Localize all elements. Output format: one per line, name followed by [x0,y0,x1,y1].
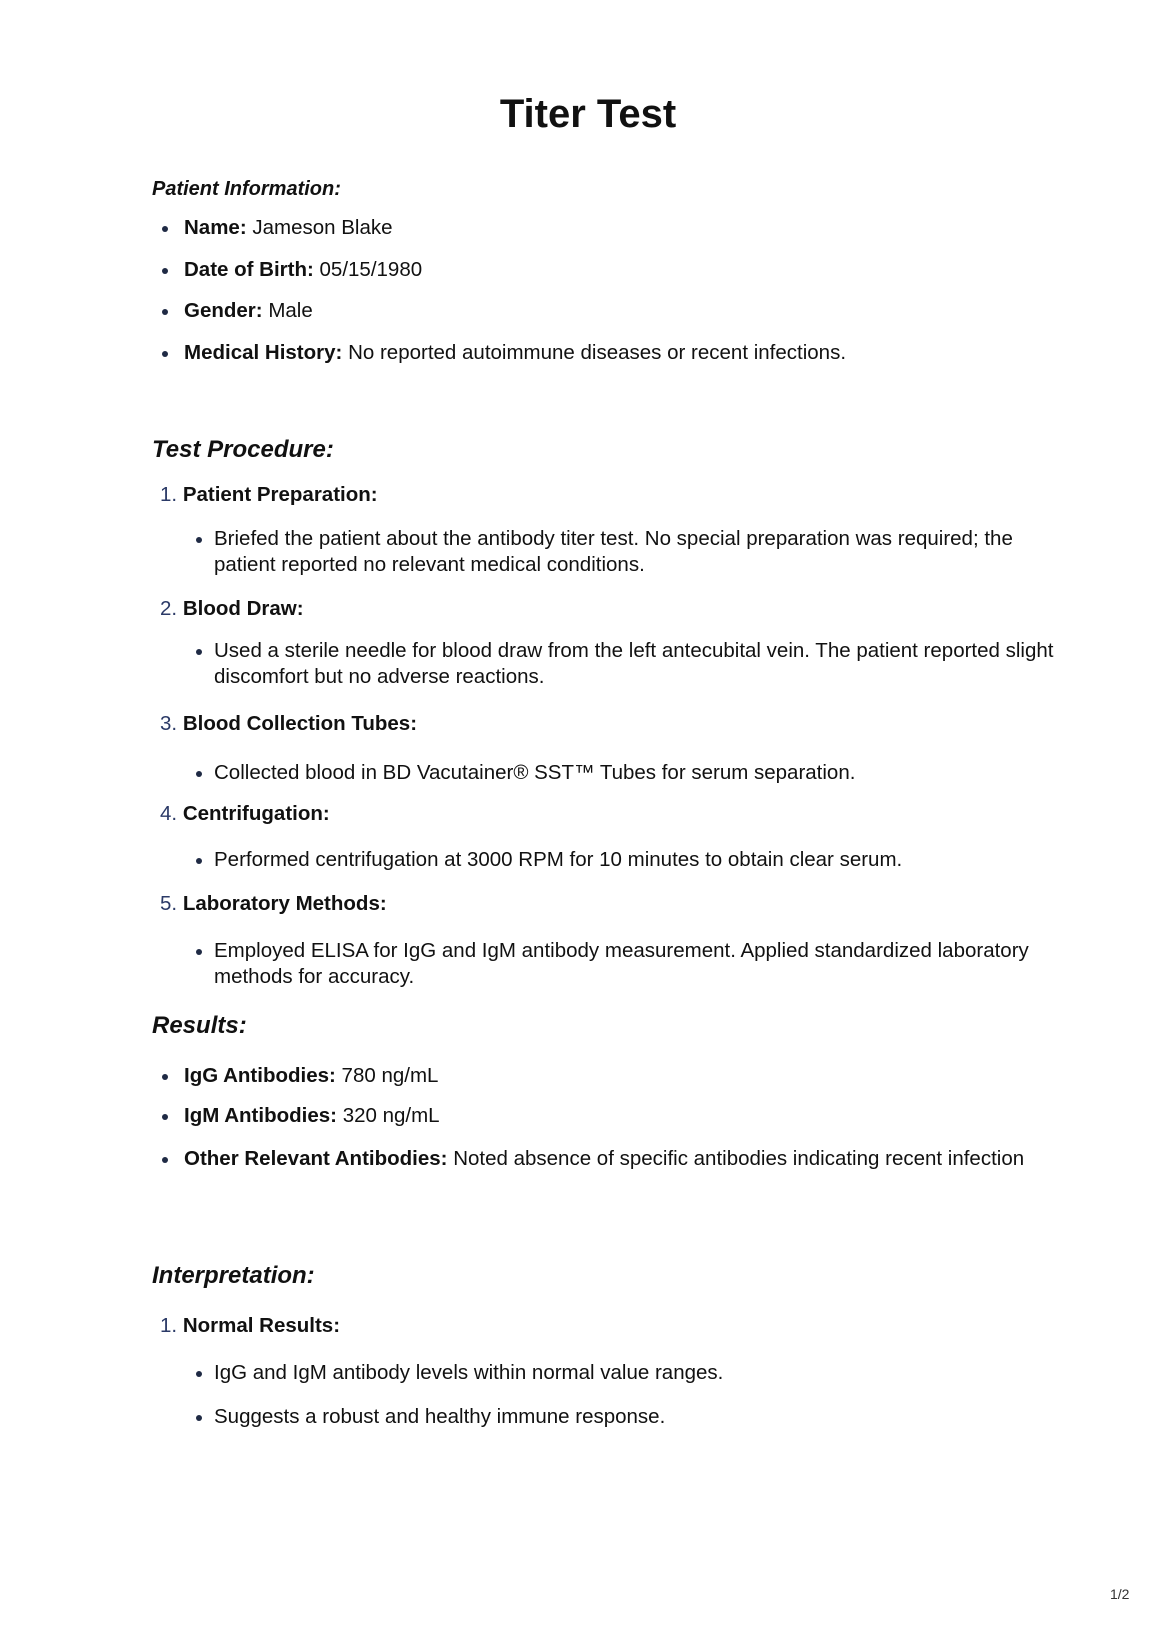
item-value: Noted absence of specific antibodies indicating recent infection [453,1147,1025,1170]
item-label: IgM Antibodies: [184,1104,337,1127]
page-title: Titer Test [499,92,677,136]
item-value: 05/15/1980 [319,258,423,281]
procedure-step [160,801,330,827]
patient-history-item [184,340,846,366]
step-number: 1. [160,1314,178,1337]
item-value: No reported autoimmune diseases or recent infections. [348,341,847,364]
procedure-step [160,596,304,622]
test-procedure-heading: Test Procedure: [152,436,334,463]
step-number: 5. [160,892,178,915]
item-value: 780 ng/mL [341,1064,439,1087]
step-detail: Employed ELISA for IgG and IgM antibody measurement. Applied standardized laboratory methods for accuracy. [214,938,1054,990]
item-value: Jameson Blake [252,216,393,239]
step-detail: Used a sterile needle for blood draw from the left antecubital vein. The patient reported slight discomfort but no adverse reactions. [214,639,1054,688]
step-label: Patient Preparation: [182,483,378,506]
result-igg-item [184,1063,438,1089]
step-number: 1. [160,483,178,506]
step-detail: Briefed the patient about the antibody titer test. No special preparation was required; the patient reported no relevant medical conditions. [214,526,1054,578]
step-label: Blood Collection Tubes: [182,712,418,735]
item-label: Gender: [184,299,263,322]
item-label: IgG Antibodies: [184,1064,336,1087]
step-label: Laboratory Methods: [182,892,387,915]
result-other-item [184,1146,1024,1172]
item-value: 320 ng/mL [342,1104,440,1127]
procedure-step [160,482,378,508]
patient-info-heading: Patient Information: [152,178,341,200]
results-heading: Results: [152,1012,247,1039]
interpretation-step [160,1313,340,1339]
step-detail: Suggests a robust and healthy immune response. [214,1404,1054,1430]
item-value: Male [268,299,313,322]
item-label: Name: [184,216,247,239]
patient-dob-item [184,257,422,283]
step-number: 4. [160,802,178,825]
step-label: Centrifugation: [182,802,330,825]
procedure-step [160,891,387,917]
item-label: Medical History: [184,341,343,364]
step-detail: Performed centrifugation at 3000 RPM for 10 minutes to obtain clear serum. [214,847,1054,873]
patient-name-item [184,215,393,241]
item-label: Date of Birth: [184,258,314,281]
page-number: 1/2 [1110,1586,1130,1602]
step-number: 2. [160,597,178,620]
patient-gender-item [184,298,313,324]
item-label: Other Relevant Antibodies: [184,1147,448,1170]
result-igm-item [184,1103,440,1129]
step-detail: Collected blood in BD Vacutainer® SST™ Tubes for serum separation. [214,760,1054,786]
step-label: Normal Results: [182,1314,341,1337]
step-detail: IgG and IgM antibody levels within normal value ranges. [214,1360,1054,1386]
procedure-step [160,711,417,737]
step-number: 3. [160,712,178,735]
interpretation-heading: Interpretation: [152,1262,315,1289]
step-label: Blood Draw: [182,597,304,620]
